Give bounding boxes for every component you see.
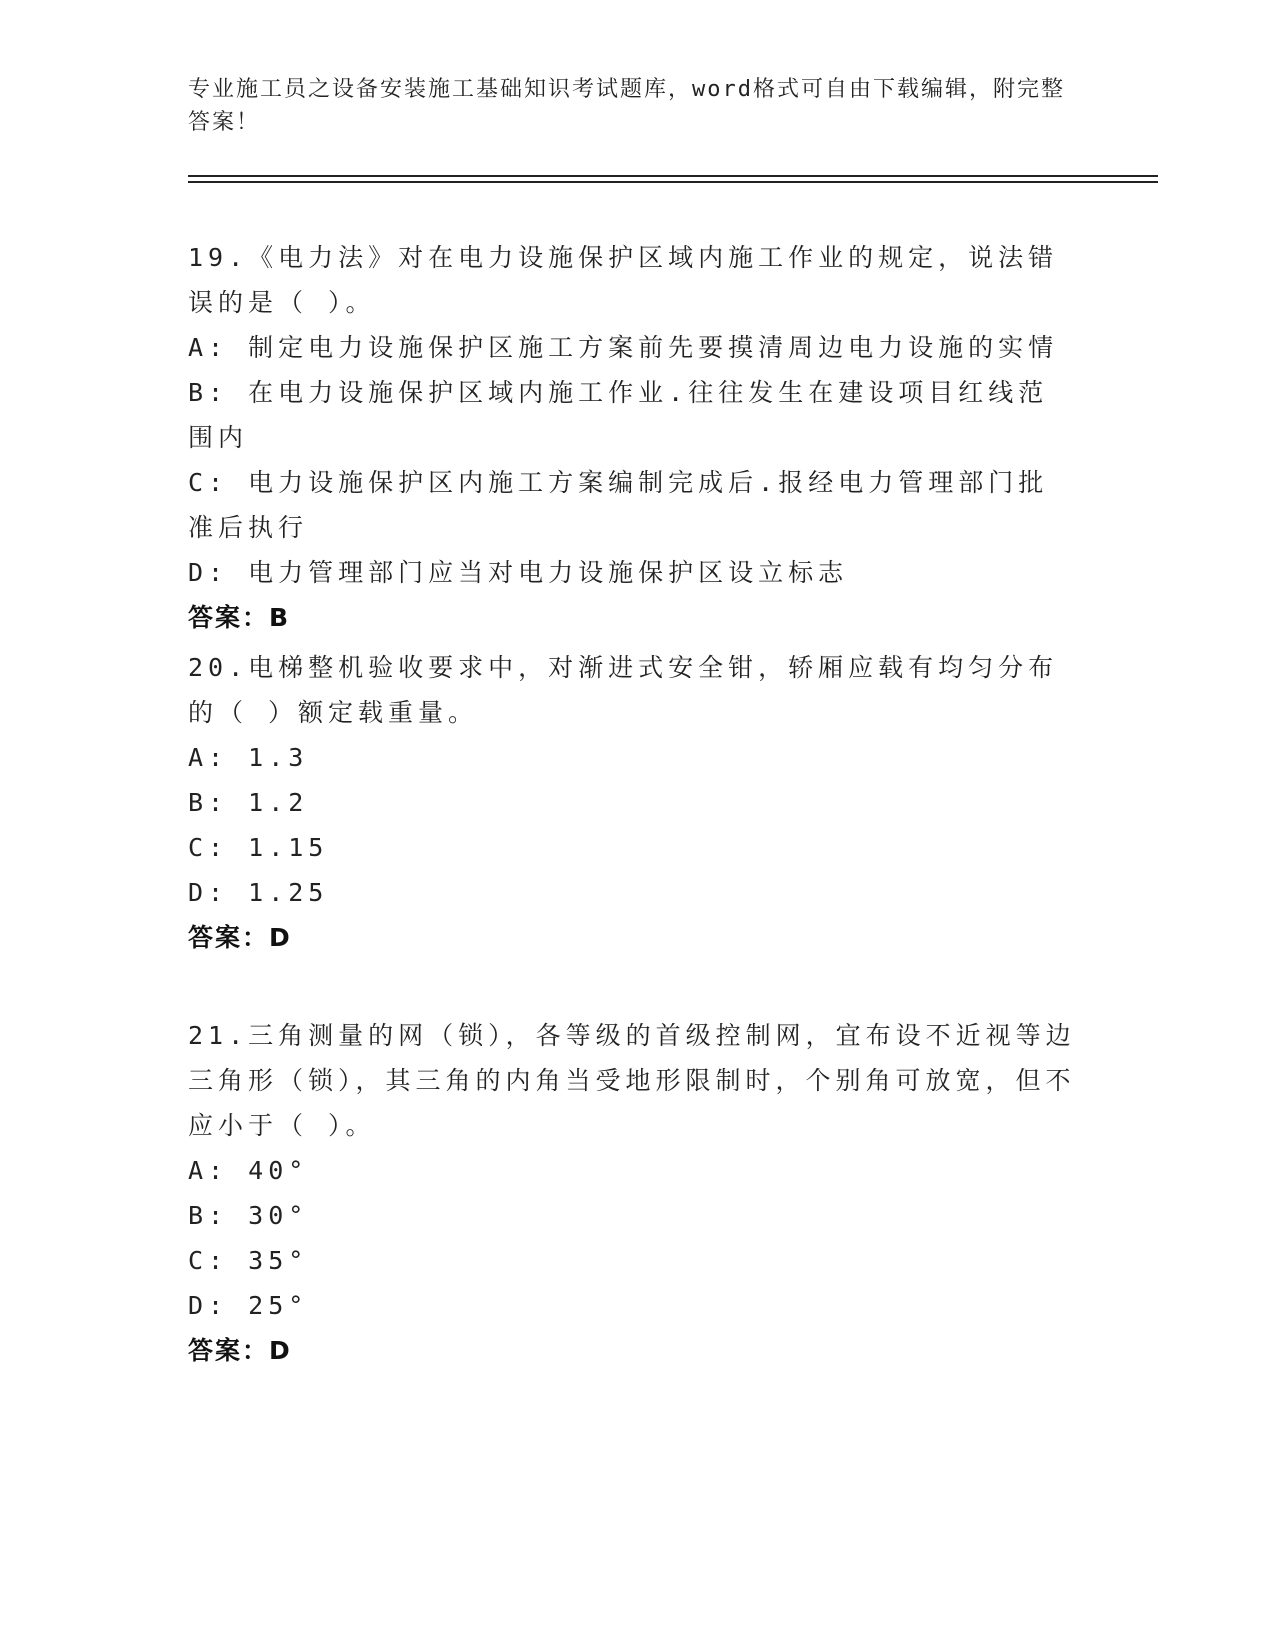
question-text: 21.三角测量的网（锁），各等级的首级控制网，宜布设不近视等边三角形（锁），其三角的内角当受地形限制时，个别角可放宽，但不应小于（ ）。 bbox=[188, 1021, 1076, 1140]
option-c: C: 电力设施保护区内施工方案编制完成后.报经电力管理部门批准后执行 bbox=[188, 468, 1049, 542]
answer-value: D bbox=[269, 923, 292, 952]
option-d: D: 1.25 bbox=[188, 878, 329, 907]
option-b: B: 在电力设施保护区域内施工作业.往往发生在建设项目红线范围内 bbox=[188, 378, 1049, 452]
option-c: C: 35° bbox=[188, 1246, 309, 1275]
option-a: A: 40° bbox=[188, 1156, 309, 1185]
answer-label: 答案： bbox=[188, 603, 270, 632]
question-text: 19.《电力法》对在电力设施保护区域内施工作业的规定，说法错误的是（ ）。 bbox=[188, 243, 1059, 317]
answer-line bbox=[188, 915, 1078, 960]
option-c: C: 1.15 bbox=[188, 833, 329, 862]
answer-label: 答案： bbox=[188, 1336, 270, 1365]
answer-value: D bbox=[269, 1336, 292, 1365]
option-d: D: 25° bbox=[188, 1291, 309, 1320]
option-a: A: 1.3 bbox=[188, 743, 309, 772]
answer-label: 答案： bbox=[188, 923, 270, 952]
question-19 bbox=[188, 235, 1078, 640]
question-20 bbox=[188, 645, 1078, 960]
answer-line bbox=[188, 1328, 1078, 1373]
answer-value: B bbox=[269, 603, 291, 632]
option-b: B: 1.2 bbox=[188, 788, 309, 817]
question-21 bbox=[188, 1013, 1078, 1373]
question-text: 20.电梯整机验收要求中，对渐进式安全钳，轿厢应载有均匀分布的（ ）额定载重量。 bbox=[188, 653, 1059, 727]
header-divider-bottom bbox=[188, 181, 1158, 183]
option-d: D: 电力管理部门应当对电力设施保护区设立标志 bbox=[188, 558, 849, 587]
answer-line bbox=[188, 595, 1078, 640]
option-a: A: 制定电力设施保护区施工方案前先要摸清周边电力设施的实情 bbox=[188, 333, 1059, 362]
document-header: 专业施工员之设备安装施工基础知识考试题库，word格式可自由下载编辑，附完整答案！ bbox=[188, 77, 1065, 135]
option-b: B: 30° bbox=[188, 1201, 309, 1230]
header-divider-top bbox=[188, 175, 1158, 177]
